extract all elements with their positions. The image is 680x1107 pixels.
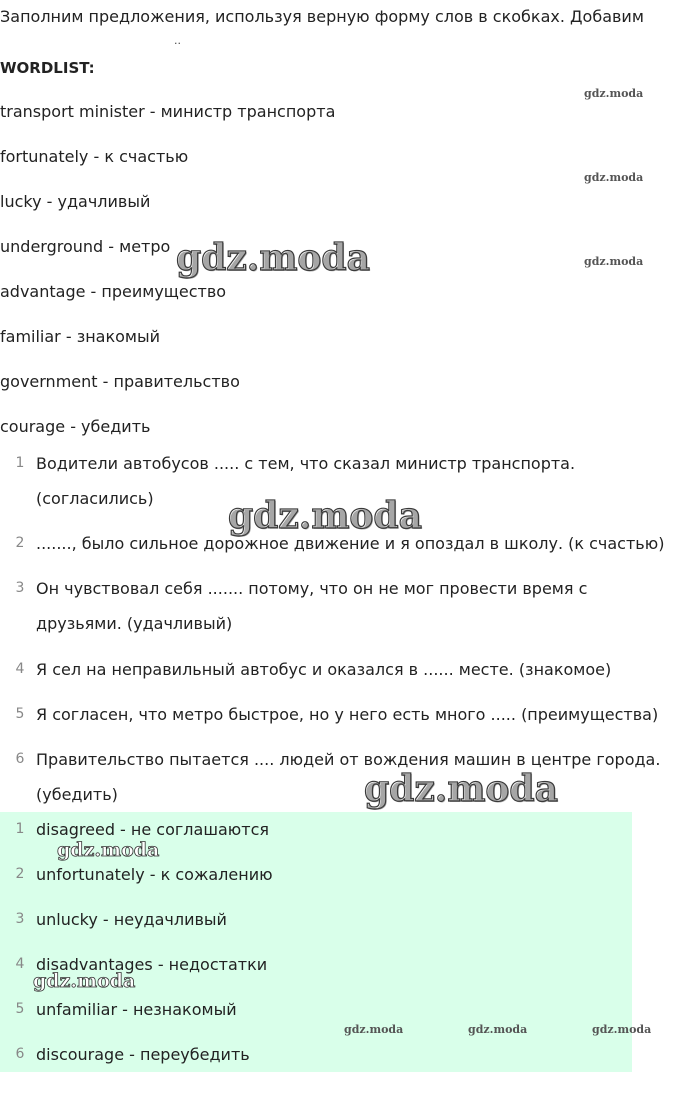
answer-text: unfamiliar - незнакомый [36,1000,237,1019]
watermark: gdz.moda [584,255,644,268]
answer-text: unfortunately - к сожалению [36,865,273,884]
exercise-number: 3 [15,580,25,596]
watermark: gdz.moda [33,970,136,992]
exercise-number: 6 [15,751,25,767]
exercise-number: 5 [15,706,25,722]
watermark: gdz.moda [176,237,370,279]
wordlist-entry: familiar - знакомый [0,327,161,346]
answer-number: 2 [15,866,25,882]
exercise-text: Водители автобусов ..... с тем, что сказал министр транспорта. (согласились) [36,454,576,508]
exercise-number: 2 [15,535,25,551]
answer-number: 1 [15,821,25,837]
wordlist-entry: advantage - преимущество [0,282,227,301]
exercise-number: 1 [15,455,25,471]
wordlist-entry: courage - убедить [0,417,151,436]
exercise-text: Я согласен, что метро быстрое, но у него есть много ..... (преимущества) [36,705,659,724]
exercise-text: Я сел на неправильный автобус и оказался в ...... месте. (знакомое) [36,660,612,679]
intro-dots: .. [174,34,181,47]
wordlist-entry: fortunately - к счастью [0,147,189,166]
watermark: gdz.moda [364,768,558,810]
watermark: gdz.moda [584,87,644,100]
exercise-text: ......., было сильное дорожное движение и я опоздал в школу. (к счастью) [36,534,665,553]
answer-number: 5 [15,1001,25,1017]
exercise-number: 4 [15,661,25,677]
watermark: gdz.moda [344,1023,404,1036]
answer-number: 3 [15,911,25,927]
wordlist-entry: lucky - удачливый [0,192,151,211]
watermark: gdz.moda [584,171,644,184]
answer-number: 4 [15,956,25,972]
wordlist-entry: transport minister - министр транспорта [0,102,336,121]
answer-text: unlucky - неудачливый [36,910,227,929]
wordlist-entry: government - правительство [0,372,240,391]
answer-number: 6 [15,1046,25,1062]
answer-text: disagreed - не соглашаются [36,820,269,839]
exercise-text: Он чувствовал себя ....... потому, что он не мог провести время с друзьями. (удачливый) [36,579,588,633]
watermark: gdz.moda [468,1023,528,1036]
wordlist-entry: underground - метро [0,237,171,256]
exercise-text: Правительство пытается .... людей от вождения машин в центре города. (убедить) [36,750,661,804]
intro-text: Заполним предложения, используя верную форму слов в скобках. Добавим [0,7,644,26]
watermark: gdz.moda [57,839,160,861]
wordlist-heading: WORDLIST: [0,59,95,77]
watermark: gdz.moda [228,495,422,537]
watermark: gdz.moda [592,1023,652,1036]
answer-text: discourage - переубедить [36,1045,250,1064]
answer-text: disadvantages - недостатки [36,955,268,974]
